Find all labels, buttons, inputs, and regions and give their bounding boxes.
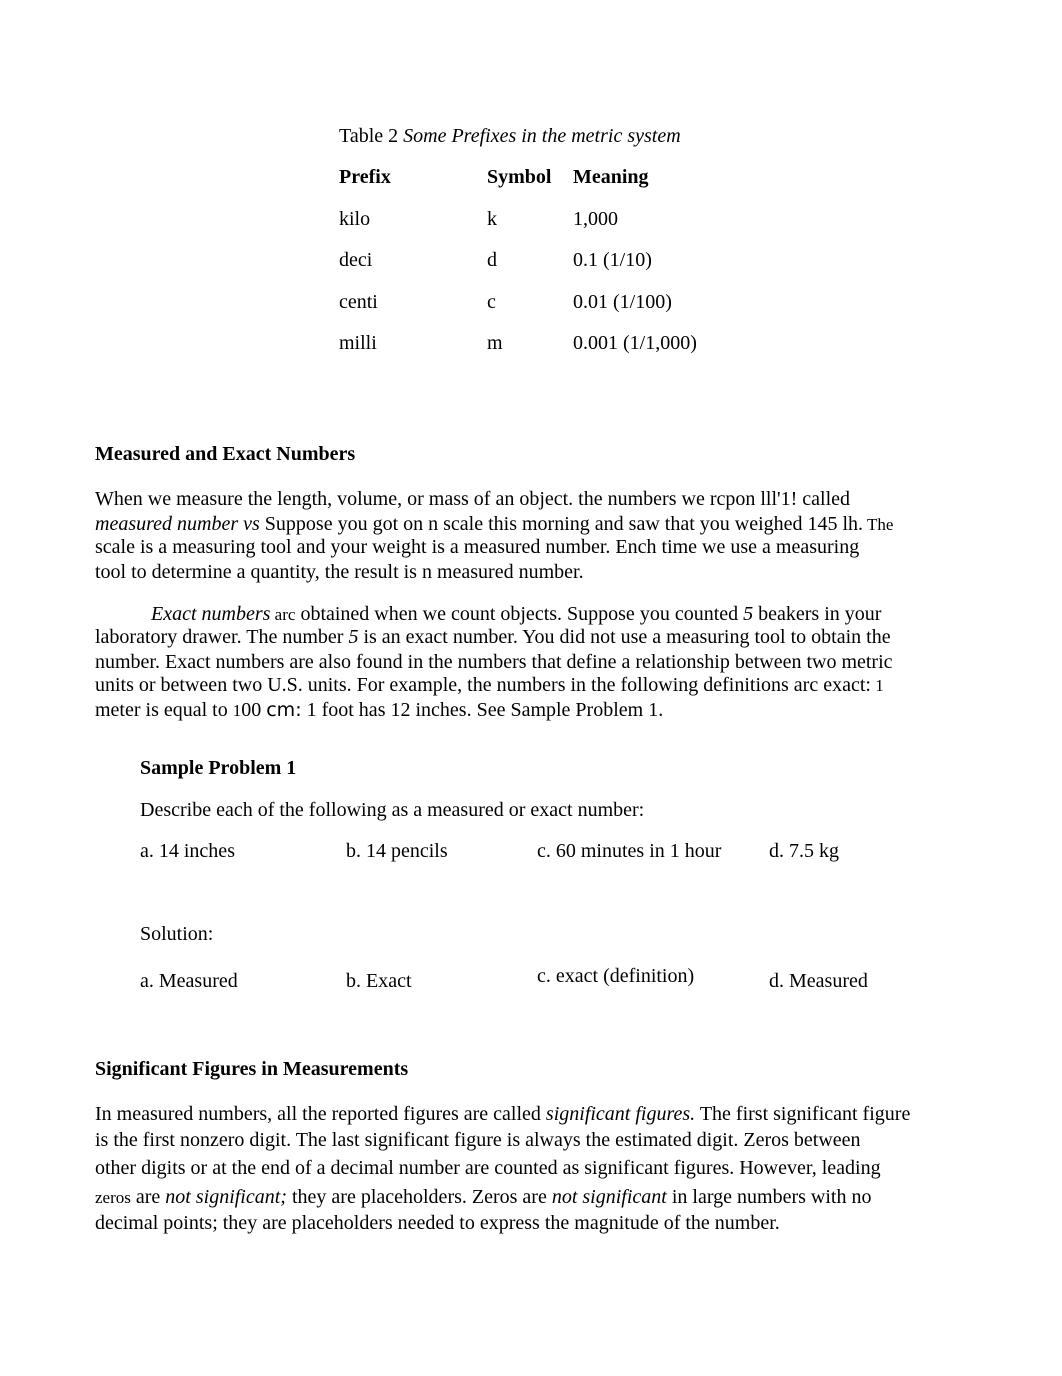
section-heading-measured-exact: Measured and Exact Numbers <box>95 443 356 465</box>
italic-term: not significant <box>551 1186 667 1208</box>
solution-answer: b. Exact <box>346 970 412 992</box>
solution-answer: c. exact (definition) <box>537 965 695 987</box>
table-cell-symbol: k <box>487 208 497 230</box>
paragraph-line: number. Exact numbers are also found in the numbers that define a relationship between two metric <box>95 651 893 673</box>
text-run: 5 <box>348 626 359 648</box>
table-cell-prefix: kilo <box>339 208 371 230</box>
table-caption-prefix: Table 2 <box>339 125 399 147</box>
paragraph-line: is the first nonzero digit. The last significant figure is always the estimated digit. Zeros between <box>95 1129 861 1151</box>
text-run: In measured numbers, all the reported figures are called <box>95 1103 546 1125</box>
sample-item: d. 7.5 kg <box>769 840 839 862</box>
text-run: in large numbers with no <box>666 1186 872 1208</box>
text-run: they are placeholders. Zeros are <box>286 1186 552 1208</box>
sample-problem-prompt: Describe each of the following as a measured or exact number: <box>140 799 645 821</box>
table-header-symbol: Symbol <box>487 166 552 188</box>
table-cell-prefix: deci <box>339 249 373 271</box>
text-run: 1 foot has 12 inches. See Sample Problem 1. <box>301 699 664 721</box>
text-run: arc <box>270 605 296 624</box>
table-cell-prefix: milli <box>339 332 377 354</box>
text-run: Suppose you got on n scale this morning and saw that you weighed 145 lh. <box>259 513 864 535</box>
italic-term: Exact numbers <box>151 603 271 625</box>
sample-item: a. 14 inches <box>140 840 235 862</box>
paragraph-line <box>95 512 893 537</box>
text-run: 1 <box>232 701 242 720</box>
text-run: obtained when we count objects. Suppose you counted <box>295 603 744 625</box>
solution-answer: a. Measured <box>140 970 238 992</box>
paragraph-line: When we measure the length, volume, or mass of an object. the numbers we rcpon lll'1! called <box>95 488 851 510</box>
text-run: laboratory drawer. The number <box>95 626 349 648</box>
table-caption <box>339 124 681 148</box>
table-cell-meaning: 0.01 (1/100) <box>573 291 672 313</box>
paragraph-line <box>95 625 891 649</box>
section-heading-significant-figures: Significant Figures in Measurements <box>95 1058 409 1080</box>
paragraph-line: scale is a measuring tool and your weight is a measured number. Ench time we use a measuring <box>95 536 860 558</box>
text-run: meter is equal to <box>95 699 233 721</box>
table-header-prefix: Prefix <box>339 166 391 188</box>
text-run: 5 <box>743 603 754 625</box>
text-run: is an exact number. You did not use a measuring tool to obtain the <box>358 626 891 648</box>
table-cell-prefix: centi <box>339 291 378 313</box>
paragraph-line <box>95 673 884 698</box>
paragraph-line <box>151 602 881 627</box>
table-cell-symbol: c <box>487 291 496 313</box>
sample-item: b. 14 pencils <box>346 840 448 862</box>
table-header-meaning: Meaning <box>573 166 649 188</box>
paragraph-line: other digits or at the end of a decimal number are counted as significant figures. However, leading <box>95 1157 881 1179</box>
table-cell-meaning: 0.001 (1/1,000) <box>573 332 697 354</box>
table-caption-title: Some Prefixes in the metric system <box>403 125 681 147</box>
text-run: 1 <box>870 676 884 695</box>
italic-term: measured number vs <box>95 513 260 535</box>
solution-label: Solution: <box>140 923 214 945</box>
solution-answer: d. Measured <box>769 970 868 992</box>
table-cell-symbol: d <box>487 249 497 271</box>
italic-term: not significant; <box>165 1186 287 1208</box>
text-run: The first significant figure <box>695 1103 911 1125</box>
table-cell-meaning: 0.1 (1/10) <box>573 249 652 271</box>
sample-item: c. 60 minutes in 1 hour <box>537 840 722 862</box>
text-run: cm: <box>266 699 302 721</box>
paragraph-line <box>95 698 663 723</box>
paragraph-line <box>95 1102 910 1126</box>
paragraph-line: decimal points; they are placeholders needed to express the magnitude of the number. <box>95 1212 780 1234</box>
paragraph-line: tool to determine a quantity, the result is n measured number. <box>95 561 584 583</box>
text-run: units or between two U.S. units. For example, the numbers in the following definitions arc exact: <box>95 674 871 696</box>
text-run: beakers in your <box>753 603 882 625</box>
table-cell-symbol: m <box>487 332 503 354</box>
text-run: are <box>130 1186 166 1208</box>
paragraph-line <box>95 1185 871 1210</box>
italic-term: significant figures. <box>545 1103 696 1125</box>
text-run: The <box>863 515 894 534</box>
text-run: 00 <box>241 699 267 721</box>
sample-problem-heading: Sample Problem 1 <box>140 757 297 779</box>
text-run: zeros <box>95 1188 131 1207</box>
table-cell-meaning: 1,000 <box>573 208 618 230</box>
